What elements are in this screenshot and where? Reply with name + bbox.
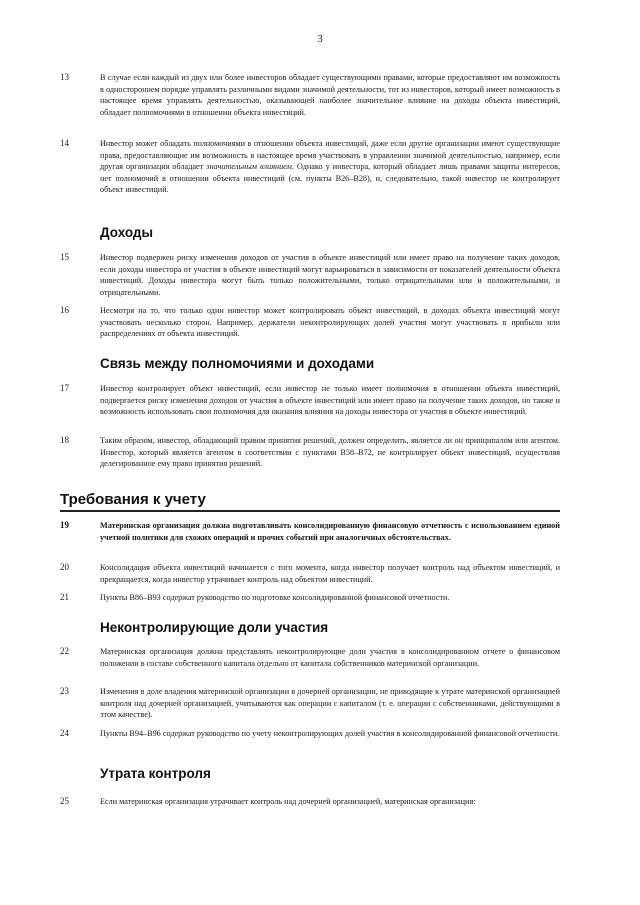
- paragraph-20: [60, 562, 560, 585]
- paragraph-number: 20: [60, 562, 69, 572]
- paragraph-text: Материнская организация должна представлять неконтролирующие доли участия в консолидированном отчете о финансовом положении в составе собственного капитала отдельно от капитала собственников материнской организации.: [100, 647, 560, 668]
- paragraph-number: 16: [60, 305, 69, 315]
- paragraph-number: 13: [60, 72, 69, 82]
- emphasized-term: значительным влиянием: [206, 162, 292, 171]
- paragraph-number: 15: [60, 252, 69, 262]
- paragraph-text: Материнская организация должна подготавливать консолидированную финансовую отчетность с использованием единой учетной политики для схожих операций и прочих событий при аналогичных обстоятельствах.: [100, 521, 560, 542]
- paragraph-text-part: Инвестор может обладать полномочиями в отношении объекта инвестиций, даже если другие организации имеют существующие права, предоставляющие им возможность в настоящее время участвовать в управлении значимой деятельностью, например, если другая организация обладает: [100, 139, 560, 171]
- paragraph-23: [60, 686, 560, 721]
- paragraph-number: 19: [60, 520, 69, 530]
- paragraph-number: 18: [60, 435, 69, 445]
- section-heading-loss: Утрата контроля: [100, 766, 211, 781]
- paragraph-number: 25: [60, 796, 69, 806]
- paragraph-text: Консолидация объекта инвестиций начинается с того момента, когда инвестор получает контроль над объектом инвестиций, и прекращается, когда инвестор утрачивает контроль над объектом инвестиций.: [100, 563, 560, 584]
- paragraph-text: Несмотря на то, что только один инвестор может контролировать объект инвестиций, в доходах объекта инвестиций могут участвовать несколько сторон. Например, держатели неконтролирующих долей участия могут участвовать в прибыли или распределениях от объекта инвестиций.: [100, 306, 560, 338]
- paragraph-text: В случае если каждый из двух или более инвесторов обладает существующими правами, которые предоставляют им возможность в одностороннем порядке управлять различными видами значимой деятельности, тот из инвесторов, который имеет возможность в настоящее время управлять деятельностью, оказывающей наиболее значительное влияние на доходы объекта инвестиций, обладает полномочиями в отношении объекта инвестиций.: [100, 73, 560, 117]
- paragraph-number: 24: [60, 728, 69, 738]
- paragraph-number: 17: [60, 383, 69, 393]
- paragraph-text: Инвестор контролирует объект инвестиций, если инвестор не только имеет полномочия в отношении объекта инвестиций, подвергается риску изменения доходов от участия в объекте инвестиций или имеет право на получение таких доходов, но также и возможность использовать свои полномочия для оказания влияния на доходы инвестора от участия в объекте инвестиций.: [100, 384, 560, 416]
- section-heading-link: Связь между полномочиями и доходами: [100, 356, 375, 371]
- paragraph-text: [100, 138, 560, 196]
- paragraph-21: [60, 592, 560, 604]
- paragraph-24: [60, 728, 560, 740]
- paragraph-18: [60, 435, 560, 470]
- paragraph-text: Таким образом, инвестор, обладающий правом принятия решений, должен определить, является ли он принципалом или агентом. Инвестор, который является агентом в соответствии с пунктами B58–B72, не контролирует объект инвестиций, осуществляя делегированное ему право принятия решений.: [100, 436, 560, 468]
- section-divider: [60, 510, 560, 512]
- paragraph-number: 14: [60, 138, 69, 148]
- section-heading-nci: Неконтролирующие доли участия: [100, 620, 329, 635]
- paragraph-text-part: . Однако у инвестора, который обладает лишь правами защиты интересов, нет полномочий в отношении объекта инвестиций (см. пункты B26–B28), и, следовательно, такой инвестор не контролирует объект инвестиций.: [100, 162, 560, 194]
- paragraph-text: Если материнская организация утрачивает контроль над дочерней организацией, материнская организация:: [100, 797, 476, 806]
- paragraph-number: 23: [60, 686, 69, 696]
- paragraph-text: Изменения в доле владения материнской организации в дочерней организации, не приводящие к утрате материнской организацией контроля над дочерней организацией, учитываются как операции с капиталом (т. е. операции с собственниками, действующими в этом качестве).: [100, 687, 560, 719]
- paragraph-14: [60, 138, 560, 196]
- paragraph-17: [60, 383, 560, 418]
- paragraph-number: 22: [60, 646, 69, 656]
- page-number: 3: [317, 33, 323, 45]
- paragraph-19: [60, 520, 560, 543]
- paragraph-15: [60, 252, 560, 298]
- paragraph-text: Пункты B86–B93 содержат руководство по подготовке консолидированной финансовой отчетности.: [100, 593, 450, 602]
- paragraph-number: 21: [60, 592, 69, 602]
- paragraph-16: [60, 305, 560, 340]
- paragraph-22: [60, 646, 560, 669]
- paragraph-13: [60, 72, 560, 118]
- paragraph-text: Инвестор подвержен риску изменения доходов от участия в объекте инвестиций или имеет право на получение таких доходов, если доходы инвестора от участия в объекте инвестиций могут варьироваться в зависимости от показателей деятельности объекта инвестиций. Доходы инвестора могут быть только положительными, только отрицательными или и положительными, и отрицательными.: [100, 253, 560, 297]
- section-heading-income: Доходы: [100, 225, 154, 240]
- paragraph-25: [60, 796, 560, 808]
- section-heading-requirements: Требования к учету: [60, 491, 206, 508]
- paragraph-text: Пункты B94–B96 содержат руководство по учету неконтролирующих долей участия в консолидированной финансовой отчетности.: [100, 729, 560, 738]
